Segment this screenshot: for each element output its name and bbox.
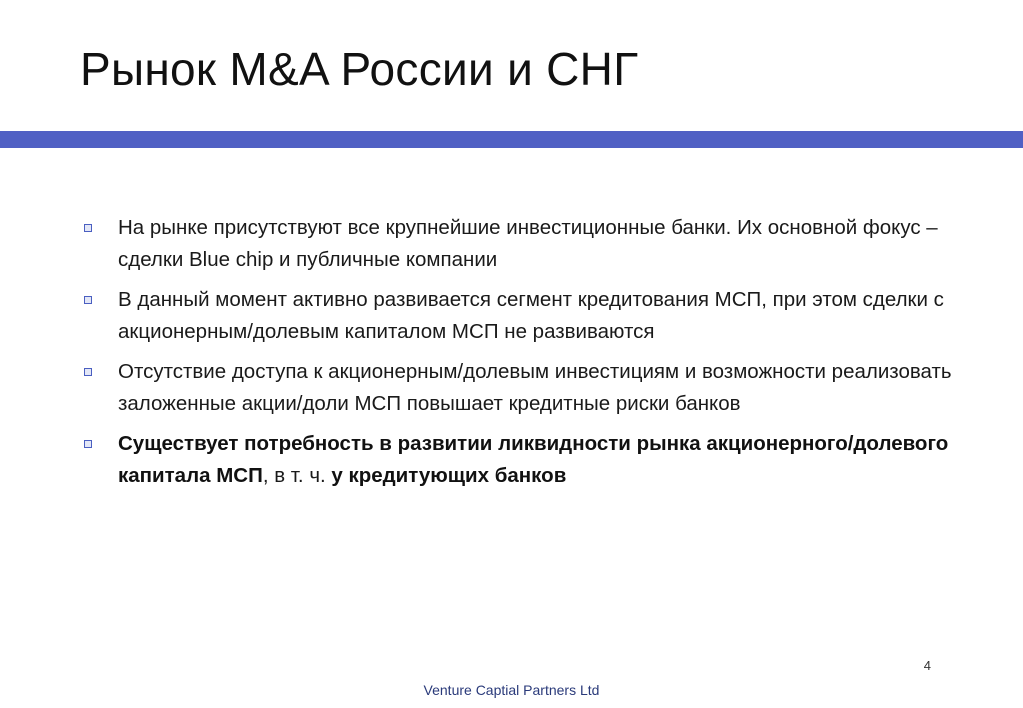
- page-number: 4: [923, 658, 931, 673]
- bullet-text: Отсутствие доступа к акционерным/долевым инвестициям и возможности реализовать заложенные акции/доли МСП повышает кредитные риски банков: [118, 360, 952, 415]
- bullet-text: На рынке присутствуют все крупнейшие инвестиционные банки. Их основной фокус – сделки Blue chip и публичные компании: [118, 216, 938, 271]
- title-accent-bar: [0, 131, 1023, 148]
- bullet-item: [84, 356, 984, 420]
- bullet-text-bold: у кредитующих банков: [331, 464, 567, 487]
- bullet-list: [84, 212, 984, 500]
- square-bullet-icon: [84, 368, 92, 376]
- bullet-item: [84, 284, 984, 348]
- square-bullet-icon: [84, 224, 92, 232]
- slide-title: Рынок M&A России и СНГ: [80, 43, 639, 95]
- square-bullet-icon: [84, 296, 92, 304]
- bullet-text: , в т. ч.: [262, 464, 332, 487]
- bullet-text: В данный момент активно развивается сегмент кредитования МСП, при этом сделки с акционерным/долевым капиталом МСП не развиваются: [118, 288, 944, 343]
- footer-company-name: Venture Captial Partners Ltd: [423, 682, 600, 698]
- bullet-item: [84, 212, 984, 276]
- square-bullet-icon: [84, 440, 92, 448]
- bullet-item: [84, 428, 984, 492]
- bullet-text-bold: Существует потребность в развитии ликвидности рынка акционерного/долевого капитала МСП: [118, 432, 949, 487]
